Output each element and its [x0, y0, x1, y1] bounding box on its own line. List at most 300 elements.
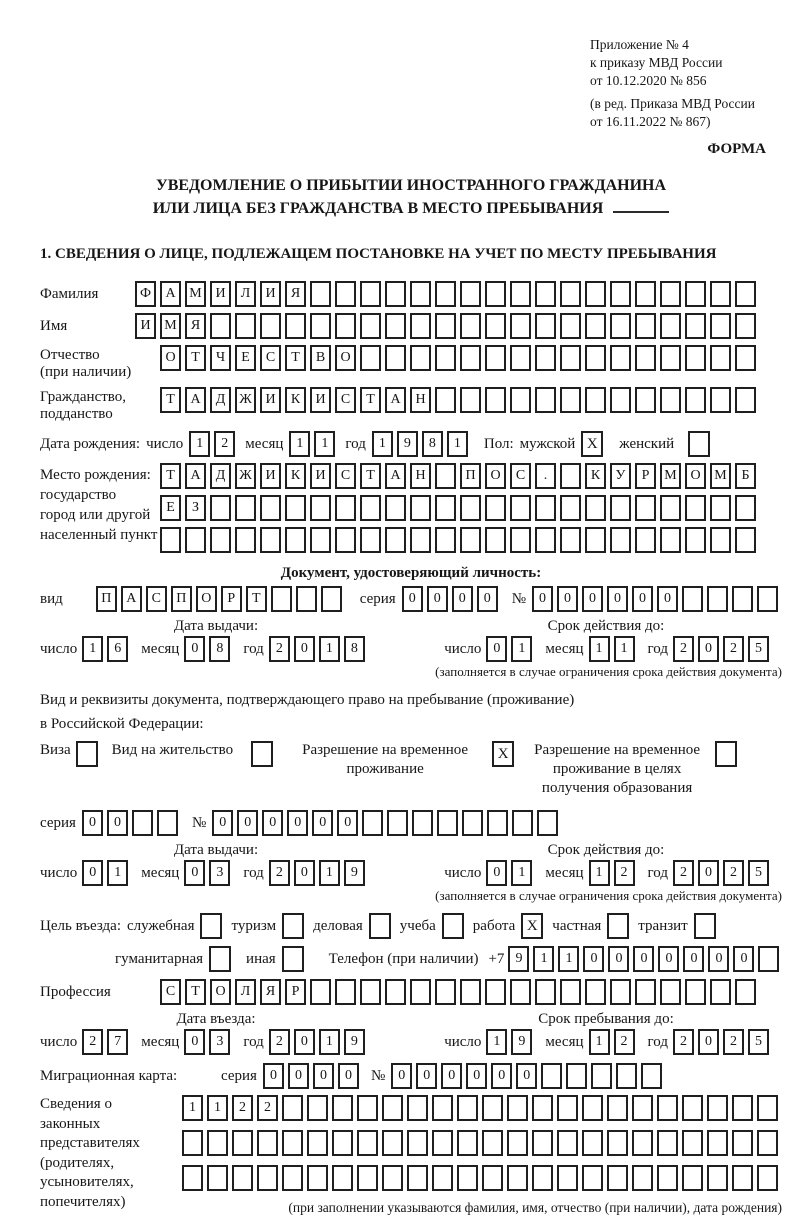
form-cell[interactable]	[360, 313, 381, 339]
form-cell[interactable]	[410, 281, 431, 307]
form-cell[interactable]: 0	[532, 586, 553, 612]
form-cell[interactable]: 1	[589, 1029, 610, 1055]
form-cell[interactable]	[660, 527, 681, 553]
form-cell[interactable]: Е	[235, 345, 256, 371]
form-cell[interactable]	[735, 345, 756, 371]
form-cell[interactable]	[457, 1095, 478, 1121]
form-cell[interactable]: 0	[294, 860, 315, 886]
form-cell[interactable]	[641, 1063, 662, 1089]
form-cell[interactable]	[410, 495, 431, 521]
form-cell[interactable]	[282, 1130, 303, 1156]
form-cell[interactable]: 1	[314, 431, 335, 457]
form-cell[interactable]: 0	[491, 1063, 512, 1089]
form-cell[interactable]: 0	[82, 860, 103, 886]
form-cell[interactable]: 2	[723, 860, 744, 886]
form-cell[interactable]: Т	[360, 463, 381, 489]
form-cell[interactable]	[635, 387, 656, 413]
form-cell[interactable]	[610, 387, 631, 413]
form-cell[interactable]	[610, 313, 631, 339]
form-cell[interactable]	[182, 1130, 203, 1156]
form-cell[interactable]: Д	[210, 387, 231, 413]
form-cell[interactable]: 2	[614, 860, 635, 886]
form-cell[interactable]	[260, 495, 281, 521]
purpose-transit-checkbox[interactable]	[694, 913, 716, 939]
form-cell[interactable]	[685, 979, 706, 1005]
form-cell[interactable]	[385, 313, 406, 339]
form-cell[interactable]: 0	[708, 946, 729, 972]
form-cell[interactable]: 1	[82, 636, 103, 662]
form-cell[interactable]	[460, 345, 481, 371]
form-cell[interactable]	[232, 1130, 253, 1156]
form-cell[interactable]	[282, 1095, 303, 1121]
form-cell[interactable]	[232, 1165, 253, 1191]
form-cell[interactable]	[757, 1130, 778, 1156]
form-cell[interactable]: 0	[184, 1029, 205, 1055]
form-cell[interactable]: 2	[723, 636, 744, 662]
form-cell[interactable]: 1	[589, 860, 610, 886]
form-cell[interactable]	[332, 1130, 353, 1156]
form-cell[interactable]	[435, 281, 456, 307]
form-cell[interactable]	[710, 527, 731, 553]
form-cell[interactable]	[635, 345, 656, 371]
form-cell[interactable]: Н	[410, 387, 431, 413]
form-cell[interactable]	[285, 495, 306, 521]
form-cell[interactable]	[257, 1165, 278, 1191]
form-cell[interactable]: 0	[338, 1063, 359, 1089]
form-cell[interactable]: И	[135, 313, 156, 339]
form-cell[interactable]: У	[610, 463, 631, 489]
form-cell[interactable]	[657, 1130, 678, 1156]
form-cell[interactable]	[260, 527, 281, 553]
form-cell[interactable]	[707, 1165, 728, 1191]
form-cell[interactable]	[591, 1063, 612, 1089]
form-cell[interactable]	[532, 1165, 553, 1191]
form-cell[interactable]	[482, 1165, 503, 1191]
form-cell[interactable]: 3	[209, 860, 230, 886]
form-cell[interactable]: 0	[516, 1063, 537, 1089]
form-cell[interactable]	[616, 1063, 637, 1089]
form-cell[interactable]	[307, 1130, 328, 1156]
form-cell[interactable]	[485, 345, 506, 371]
form-cell[interactable]	[660, 387, 681, 413]
form-cell[interactable]: 1	[511, 636, 532, 662]
form-cell[interactable]: И	[210, 281, 231, 307]
form-cell[interactable]: А	[385, 463, 406, 489]
purpose-humanitarian-checkbox[interactable]	[209, 946, 231, 972]
form-cell[interactable]: С	[335, 463, 356, 489]
form-cell[interactable]: Ф	[135, 281, 156, 307]
form-cell[interactable]: А	[121, 586, 142, 612]
form-cell[interactable]	[385, 979, 406, 1005]
form-cell[interactable]	[282, 1165, 303, 1191]
form-cell[interactable]	[685, 495, 706, 521]
form-cell[interactable]	[557, 1095, 578, 1121]
form-cell[interactable]: Т	[160, 463, 181, 489]
form-cell[interactable]: П	[171, 586, 192, 612]
form-cell[interactable]: 5	[748, 1029, 769, 1055]
form-cell[interactable]: 1	[182, 1095, 203, 1121]
form-cell[interactable]: 1	[558, 946, 579, 972]
form-cell[interactable]	[460, 387, 481, 413]
form-cell[interactable]	[535, 387, 556, 413]
form-cell[interactable]	[560, 281, 581, 307]
form-cell[interactable]: 0	[287, 810, 308, 836]
form-cell[interactable]	[657, 1165, 678, 1191]
form-cell[interactable]	[335, 281, 356, 307]
form-cell[interactable]	[457, 1165, 478, 1191]
form-cell[interactable]	[610, 345, 631, 371]
form-cell[interactable]: Е	[160, 495, 181, 521]
form-cell[interactable]: И	[310, 463, 331, 489]
form-cell[interactable]: 0	[733, 946, 754, 972]
form-cell[interactable]	[732, 1095, 753, 1121]
sex-male-checkbox[interactable]: X	[581, 431, 603, 457]
form-cell[interactable]: 0	[212, 810, 233, 836]
form-cell[interactable]: 0	[486, 636, 507, 662]
form-cell[interactable]: 1	[289, 431, 310, 457]
form-cell[interactable]: Т	[285, 345, 306, 371]
form-cell[interactable]	[357, 1165, 378, 1191]
form-cell[interactable]	[335, 495, 356, 521]
form-cell[interactable]: 0	[294, 1029, 315, 1055]
form-cell[interactable]	[307, 1095, 328, 1121]
form-cell[interactable]	[460, 281, 481, 307]
form-cell[interactable]: 6	[107, 636, 128, 662]
form-cell[interactable]: 0	[312, 810, 333, 836]
form-cell[interactable]: 0	[402, 586, 423, 612]
form-cell[interactable]	[735, 527, 756, 553]
form-cell[interactable]: К	[285, 463, 306, 489]
form-cell[interactable]: Л	[235, 281, 256, 307]
form-cell[interactable]: 0	[657, 586, 678, 612]
form-cell[interactable]	[682, 586, 703, 612]
form-cell[interactable]	[507, 1130, 528, 1156]
form-cell[interactable]: 5	[748, 860, 769, 886]
form-cell[interactable]: 1	[207, 1095, 228, 1121]
form-cell[interactable]	[532, 1095, 553, 1121]
form-cell[interactable]	[285, 527, 306, 553]
form-cell[interactable]	[585, 387, 606, 413]
form-cell[interactable]	[535, 979, 556, 1005]
form-cell[interactable]: 1	[372, 431, 393, 457]
form-cell[interactable]	[610, 281, 631, 307]
form-cell[interactable]	[407, 1165, 428, 1191]
form-cell[interactable]: К	[285, 387, 306, 413]
form-cell[interactable]	[385, 495, 406, 521]
form-cell[interactable]	[335, 979, 356, 1005]
form-cell[interactable]: 0	[658, 946, 679, 972]
form-cell[interactable]	[507, 1095, 528, 1121]
form-cell[interactable]: Д	[210, 463, 231, 489]
form-cell[interactable]	[210, 313, 231, 339]
form-cell[interactable]	[610, 495, 631, 521]
form-cell[interactable]	[635, 979, 656, 1005]
form-cell[interactable]	[732, 1130, 753, 1156]
form-cell[interactable]: 2	[269, 636, 290, 662]
residence-permit-checkbox[interactable]	[251, 741, 273, 767]
form-cell[interactable]	[385, 345, 406, 371]
form-cell[interactable]	[462, 810, 483, 836]
form-cell[interactable]	[682, 1095, 703, 1121]
form-cell[interactable]	[585, 495, 606, 521]
form-cell[interactable]	[482, 1130, 503, 1156]
form-cell[interactable]: 0	[262, 810, 283, 836]
form-cell[interactable]: П	[96, 586, 117, 612]
form-cell[interactable]: 0	[184, 860, 205, 886]
form-cell[interactable]: 0	[391, 1063, 412, 1089]
form-cell[interactable]: А	[160, 281, 181, 307]
form-cell[interactable]: 8	[209, 636, 230, 662]
form-cell[interactable]	[157, 810, 178, 836]
form-cell[interactable]: О	[685, 463, 706, 489]
form-cell[interactable]: 9	[397, 431, 418, 457]
form-cell[interactable]: С	[335, 387, 356, 413]
form-cell[interactable]	[660, 345, 681, 371]
form-cell[interactable]: 2	[232, 1095, 253, 1121]
form-cell[interactable]	[435, 979, 456, 1005]
form-cell[interactable]: 1	[511, 860, 532, 886]
form-cell[interactable]: 0	[557, 586, 578, 612]
form-cell[interactable]	[457, 1130, 478, 1156]
form-cell[interactable]	[566, 1063, 587, 1089]
form-cell[interactable]	[482, 1095, 503, 1121]
purpose-tourism-checkbox[interactable]	[282, 913, 304, 939]
form-cell[interactable]: Б	[735, 463, 756, 489]
form-cell[interactable]	[758, 946, 779, 972]
form-cell[interactable]	[332, 1165, 353, 1191]
form-cell[interactable]	[635, 313, 656, 339]
form-cell[interactable]	[707, 1130, 728, 1156]
form-cell[interactable]	[360, 345, 381, 371]
form-cell[interactable]: М	[185, 281, 206, 307]
form-cell[interactable]: Т	[160, 387, 181, 413]
form-cell[interactable]	[257, 1130, 278, 1156]
form-cell[interactable]: 9	[344, 1029, 365, 1055]
form-cell[interactable]	[435, 527, 456, 553]
form-cell[interactable]: А	[185, 463, 206, 489]
form-cell[interactable]	[412, 810, 433, 836]
form-cell[interactable]	[710, 495, 731, 521]
form-cell[interactable]	[132, 810, 153, 836]
form-cell[interactable]: 7	[107, 1029, 128, 1055]
form-cell[interactable]	[310, 495, 331, 521]
form-cell[interactable]	[407, 1095, 428, 1121]
form-cell[interactable]	[435, 387, 456, 413]
form-cell[interactable]	[585, 313, 606, 339]
purpose-business-checkbox[interactable]	[369, 913, 391, 939]
form-cell[interactable]	[582, 1130, 603, 1156]
form-cell[interactable]	[710, 979, 731, 1005]
form-cell[interactable]	[685, 313, 706, 339]
form-cell[interactable]	[557, 1165, 578, 1191]
form-cell[interactable]	[382, 1130, 403, 1156]
form-cell[interactable]: 0	[683, 946, 704, 972]
form-cell[interactable]: 0	[698, 860, 719, 886]
form-cell[interactable]	[360, 495, 381, 521]
form-cell[interactable]: 2	[614, 1029, 635, 1055]
form-cell[interactable]	[510, 527, 531, 553]
form-cell[interactable]	[310, 281, 331, 307]
form-cell[interactable]: .	[535, 463, 556, 489]
form-cell[interactable]	[485, 387, 506, 413]
form-cell[interactable]: Т	[185, 979, 206, 1005]
form-cell[interactable]	[360, 527, 381, 553]
form-cell[interactable]: О	[160, 345, 181, 371]
form-cell[interactable]	[537, 810, 558, 836]
form-cell[interactable]: В	[310, 345, 331, 371]
form-cell[interactable]: М	[660, 463, 681, 489]
form-cell[interactable]: 0	[583, 946, 604, 972]
form-cell[interactable]: 0	[477, 586, 498, 612]
form-cell[interactable]	[632, 1130, 653, 1156]
form-cell[interactable]: З	[185, 495, 206, 521]
form-cell[interactable]	[485, 281, 506, 307]
form-cell[interactable]	[635, 527, 656, 553]
sex-female-checkbox[interactable]	[688, 431, 710, 457]
form-cell[interactable]	[207, 1130, 228, 1156]
form-cell[interactable]	[360, 979, 381, 1005]
form-cell[interactable]	[435, 463, 456, 489]
form-cell[interactable]: 1	[589, 636, 610, 662]
form-cell[interactable]	[310, 979, 331, 1005]
form-cell[interactable]: О	[335, 345, 356, 371]
form-cell[interactable]	[585, 527, 606, 553]
form-cell[interactable]	[585, 281, 606, 307]
visa-checkbox[interactable]	[76, 741, 98, 767]
form-cell[interactable]: 0	[313, 1063, 334, 1089]
form-cell[interactable]: Ж	[235, 463, 256, 489]
form-cell[interactable]	[385, 527, 406, 553]
form-cell[interactable]	[560, 387, 581, 413]
form-cell[interactable]	[460, 495, 481, 521]
temp-residence-edu-checkbox[interactable]	[715, 741, 737, 767]
form-cell[interactable]	[707, 1095, 728, 1121]
form-cell[interactable]: 0	[237, 810, 258, 836]
form-cell[interactable]	[685, 387, 706, 413]
form-cell[interactable]	[632, 1165, 653, 1191]
form-cell[interactable]	[685, 345, 706, 371]
form-cell[interactable]	[335, 527, 356, 553]
form-cell[interactable]	[757, 1095, 778, 1121]
form-cell[interactable]	[182, 1165, 203, 1191]
form-cell[interactable]: 0	[452, 586, 473, 612]
form-cell[interactable]: О	[210, 979, 231, 1005]
form-cell[interactable]	[610, 527, 631, 553]
form-cell[interactable]	[357, 1095, 378, 1121]
form-cell[interactable]: М	[160, 313, 181, 339]
form-cell[interactable]	[635, 281, 656, 307]
form-cell[interactable]: 1	[319, 860, 340, 886]
form-cell[interactable]	[657, 1095, 678, 1121]
form-cell[interactable]: Н	[410, 463, 431, 489]
form-cell[interactable]: К	[585, 463, 606, 489]
form-cell[interactable]	[235, 527, 256, 553]
purpose-official-checkbox[interactable]	[200, 913, 222, 939]
purpose-private-checkbox[interactable]	[607, 913, 629, 939]
purpose-study-checkbox[interactable]	[442, 913, 464, 939]
form-cell[interactable]	[410, 979, 431, 1005]
form-cell[interactable]	[410, 313, 431, 339]
form-cell[interactable]: 8	[344, 636, 365, 662]
form-cell[interactable]	[710, 313, 731, 339]
form-cell[interactable]	[682, 1130, 703, 1156]
form-cell[interactable]	[732, 1165, 753, 1191]
form-cell[interactable]	[560, 463, 581, 489]
form-cell[interactable]	[360, 281, 381, 307]
form-cell[interactable]	[710, 387, 731, 413]
form-cell[interactable]: О	[196, 586, 217, 612]
form-cell[interactable]: С	[146, 586, 167, 612]
form-cell[interactable]: 1	[319, 1029, 340, 1055]
form-cell[interactable]	[432, 1130, 453, 1156]
form-cell[interactable]	[607, 1130, 628, 1156]
form-cell[interactable]: 2	[269, 860, 290, 886]
form-cell[interactable]: 0	[441, 1063, 462, 1089]
form-cell[interactable]: Р	[285, 979, 306, 1005]
form-cell[interactable]: 2	[269, 1029, 290, 1055]
form-cell[interactable]	[510, 281, 531, 307]
form-cell[interactable]	[310, 313, 331, 339]
form-cell[interactable]	[362, 810, 383, 836]
form-cell[interactable]: 0	[263, 1063, 284, 1089]
form-cell[interactable]	[560, 313, 581, 339]
form-cell[interactable]: 9	[511, 1029, 532, 1055]
form-cell[interactable]: 2	[257, 1095, 278, 1121]
form-cell[interactable]: Т	[246, 586, 267, 612]
form-cell[interactable]: А	[185, 387, 206, 413]
form-cell[interactable]: 1	[447, 431, 468, 457]
form-cell[interactable]	[560, 979, 581, 1005]
form-cell[interactable]	[735, 387, 756, 413]
form-cell[interactable]: 1	[533, 946, 554, 972]
form-cell[interactable]: 2	[673, 860, 694, 886]
form-cell[interactable]	[735, 979, 756, 1005]
form-cell[interactable]: 1	[486, 1029, 507, 1055]
form-cell[interactable]	[435, 345, 456, 371]
form-cell[interactable]	[460, 979, 481, 1005]
form-cell[interactable]	[510, 313, 531, 339]
form-cell[interactable]: Р	[635, 463, 656, 489]
form-cell[interactable]	[707, 586, 728, 612]
form-cell[interactable]: Я	[260, 979, 281, 1005]
purpose-work-checkbox[interactable]: X	[521, 913, 543, 939]
form-cell[interactable]: И	[260, 387, 281, 413]
form-cell[interactable]	[535, 281, 556, 307]
form-cell[interactable]	[296, 586, 317, 612]
form-cell[interactable]	[510, 387, 531, 413]
form-cell[interactable]	[460, 313, 481, 339]
form-cell[interactable]	[382, 1095, 403, 1121]
form-cell[interactable]	[432, 1165, 453, 1191]
form-cell[interactable]	[632, 1095, 653, 1121]
form-cell[interactable]: 8	[422, 431, 443, 457]
form-cell[interactable]	[485, 979, 506, 1005]
form-cell[interactable]	[735, 495, 756, 521]
form-cell[interactable]	[535, 495, 556, 521]
form-cell[interactable]: О	[485, 463, 506, 489]
form-cell[interactable]	[735, 281, 756, 307]
form-cell[interactable]: 1	[614, 636, 635, 662]
form-cell[interactable]	[532, 1130, 553, 1156]
form-cell[interactable]: П	[460, 463, 481, 489]
form-cell[interactable]	[557, 1130, 578, 1156]
form-cell[interactable]	[210, 495, 231, 521]
form-cell[interactable]	[307, 1165, 328, 1191]
form-cell[interactable]	[585, 979, 606, 1005]
form-cell[interactable]	[512, 810, 533, 836]
form-cell[interactable]	[435, 495, 456, 521]
form-cell[interactable]	[607, 1095, 628, 1121]
